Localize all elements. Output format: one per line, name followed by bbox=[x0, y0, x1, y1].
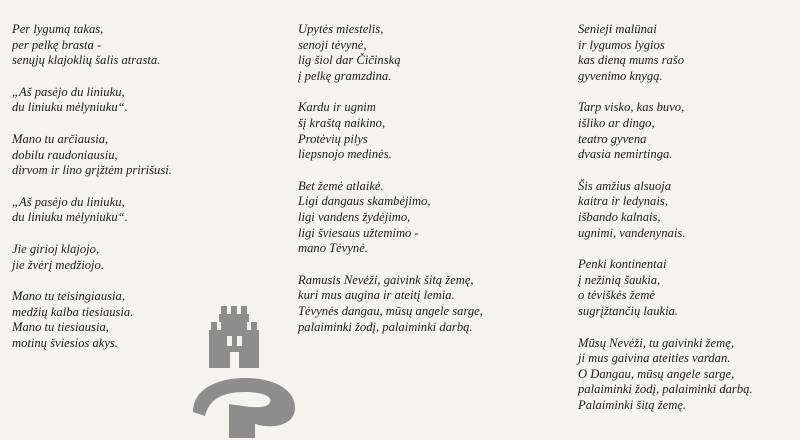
stanza bbox=[12, 85, 282, 116]
poem-line: motinų šviesios akys. bbox=[12, 335, 118, 350]
stanza bbox=[12, 22, 282, 69]
poem-column-2 bbox=[298, 22, 568, 351]
poem-line: į nežinią šaukia, bbox=[578, 272, 661, 287]
poem-line: senoji tėvynė, bbox=[298, 37, 367, 52]
poem-line: „Aš pasėjo du liniuku, bbox=[12, 84, 125, 99]
poem-line: išbando kalnais, bbox=[578, 209, 661, 224]
poem-line: senųjų klajoklių šalis atrasta. bbox=[12, 53, 161, 68]
poem-line: į pelkę gramzdina. bbox=[298, 68, 392, 83]
poem-line: Mano tu tiesiausia, bbox=[12, 320, 109, 335]
poem-line: „Aš pasėjo du liniuku, bbox=[12, 194, 125, 209]
poem-line: ir lygumos lygios bbox=[578, 37, 665, 52]
poem-line: gyvenimo knygą. bbox=[578, 68, 663, 83]
poem-line: Jie girioj klajojo, bbox=[12, 241, 100, 256]
poem-line: kaitra ir ledynais, bbox=[578, 194, 668, 209]
poem-line: išliko ar dingo, bbox=[578, 115, 655, 130]
poem-line: liepsnojo medinės. bbox=[298, 147, 392, 162]
poem-line: Šis amžius alsuoja bbox=[578, 178, 672, 193]
stanza bbox=[578, 100, 800, 162]
poem-line: Per lygumą takas, bbox=[12, 22, 104, 36]
poem-line: palaiminki žodį, palaiminki darbą. bbox=[578, 382, 753, 397]
poem-line: Mano tu arčiausia, bbox=[12, 131, 109, 146]
poem-line: teatro gyvena bbox=[578, 131, 647, 146]
poem-line: o tėviškės žemė bbox=[578, 288, 655, 303]
poem-line: ligi šviesaus užtemimo - bbox=[298, 225, 419, 240]
stanza bbox=[578, 336, 800, 414]
poem-line: medžių kalba tiesiausia. bbox=[12, 304, 134, 319]
poem-line: dirvom ir lino grįžtėm pririšusi. bbox=[12, 163, 172, 178]
poem-line: Kardu ir ugnim bbox=[298, 100, 376, 115]
poem-line: Senieji malūnai bbox=[578, 22, 657, 36]
poem-line: Mano tu teisingiausia, bbox=[12, 289, 125, 304]
poem-line: šį kraštą naikino, bbox=[298, 115, 386, 130]
stanza bbox=[578, 22, 800, 84]
stanza bbox=[298, 22, 568, 84]
poem-line: per pelkę brasta - bbox=[12, 37, 102, 52]
stanza bbox=[298, 273, 568, 335]
poem-line: lig šiol dar Čičinską bbox=[298, 53, 401, 68]
tower-and-swirl-emblem-icon bbox=[183, 300, 298, 440]
poem-line: sugrįžtančių laukia. bbox=[578, 303, 679, 318]
poem-line: dobilu raudoniausiu, bbox=[12, 147, 118, 162]
poem-line: du liniuku mėlyniuku“. bbox=[12, 100, 128, 115]
stanza bbox=[298, 179, 568, 257]
stanza bbox=[298, 100, 568, 162]
poem-line: Penki kontinentai bbox=[578, 257, 667, 272]
poem-line: kas dieną mums rašo bbox=[578, 53, 684, 68]
poem-line: kuri mus augina ir ateitį lemia. bbox=[298, 288, 455, 303]
poem-line: Tarp visko, kas buvo, bbox=[578, 100, 685, 115]
poem-line: Tėvynės dangau, mūsų angele sarge, bbox=[298, 303, 483, 318]
poem-line: dvasia nemirtinga. bbox=[578, 147, 673, 162]
poem-line: ugnimi, vandenynais. bbox=[578, 225, 686, 240]
poem-line: Upytės miestelis, bbox=[298, 22, 384, 36]
poem-line: Ramusis Nevėži, gaivink šitą žemę, bbox=[298, 272, 474, 287]
stanza bbox=[12, 242, 282, 273]
poem-line: Protėvių pilys bbox=[298, 131, 368, 146]
stanza bbox=[12, 195, 282, 226]
poem-line: du liniuku mėlyniuku“. bbox=[12, 210, 128, 225]
stanza bbox=[12, 132, 282, 179]
poem-line: jie žvėrį medžiojo. bbox=[12, 257, 104, 272]
poem-line: ji mus gaivina ateities vardan. bbox=[578, 351, 731, 366]
poem-line: Mūsų Nevėži, tu gaivinki žemę, bbox=[578, 335, 734, 350]
stanza bbox=[578, 257, 800, 319]
poem-line: ligi vandens žydėjimo, bbox=[298, 209, 411, 224]
poem-line: Ligi dangaus skambėjimo, bbox=[298, 194, 431, 209]
poem-line: mano Tėvynė. bbox=[298, 241, 368, 256]
poem-line: Bet žemė atlaikė. bbox=[298, 178, 384, 193]
poem-line: palaiminki žodį, palaiminki darbą. bbox=[298, 319, 473, 334]
poem-column-3 bbox=[578, 22, 800, 429]
stanza bbox=[578, 179, 800, 241]
poem-line: Palaiminki šitą žemę. bbox=[578, 397, 687, 412]
poem-line: O Dangau, mūsų angele sarge, bbox=[578, 366, 735, 381]
